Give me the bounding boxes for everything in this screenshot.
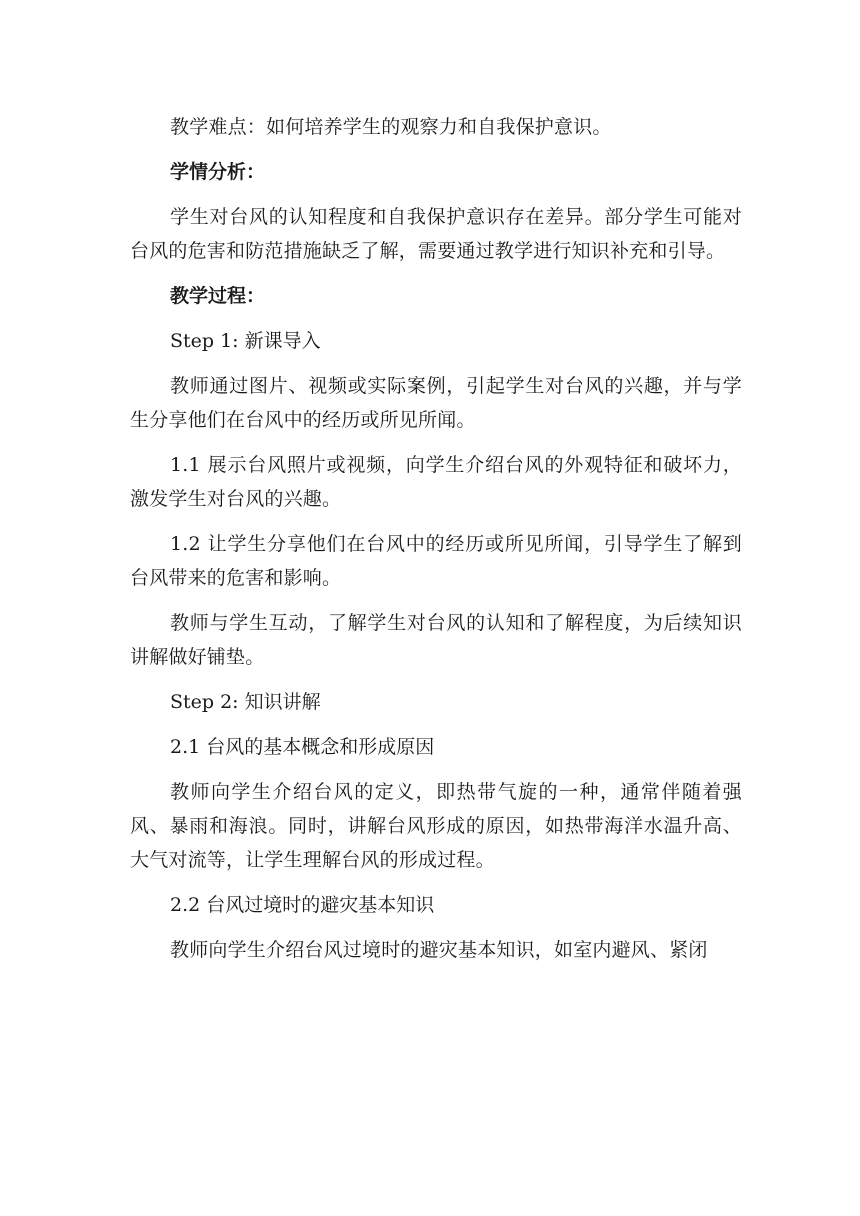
document-body [130,110,742,978]
step2-title: Step 2: 知识讲解 [170,691,321,713]
item-2-2-title: 2.2 台风过境时的避灾基本知识 [170,894,435,916]
student-analysis-paragraph: 学生对台风的认知程度和自我保护意识存在差异。部分学生可能对台风的危害和防范措施缺乏了解，需要通过教学进行知识补充和引导。 [130,206,742,262]
item-2-1-paragraph: 教师向学生介绍台风的定义，即热带气旋的一种，通常伴随着强风、暴雨和海浪。同时，讲解台风形成的原因，如热带海洋水温升高、大气对流等，让学生理解台风的形成过程。 [130,781,742,871]
teaching-process-heading: 教学过程： [170,285,266,307]
item-1-1-paragraph: 1.1 展示台风照片或视频，向学生介绍台风的外观特征和破坏力，激发学生对台风的兴趣。 [130,454,742,510]
item-1-2-paragraph: 1.2 让学生分享他们在台风中的经历或所见所闻，引导学生了解到台风带来的危害和影响。 [130,533,742,589]
step1-title: Step 1: 新课导入 [170,330,321,352]
step1-intro-paragraph: 教师通过图片、视频或实际案例，引起学生对台风的兴趣，并与学生分享他们在台风中的经历或所见所闻。 [130,375,742,431]
item-2-1-title: 2.1 台风的基本概念和形成原因 [170,736,435,758]
teaching-difficulty-paragraph: 教学难点：如何培养学生的观察力和自我保护意识。 [170,116,612,138]
student-analysis-heading: 学情分析： [170,161,266,183]
step1-interaction-paragraph: 教师与学生互动，了解学生对台风的认知和了解程度，为后续知识讲解做好铺垫。 [130,612,742,668]
item-2-2-paragraph: 教师向学生介绍台风过境时的避灾基本知识，如室内避风、紧闭 [170,939,708,961]
